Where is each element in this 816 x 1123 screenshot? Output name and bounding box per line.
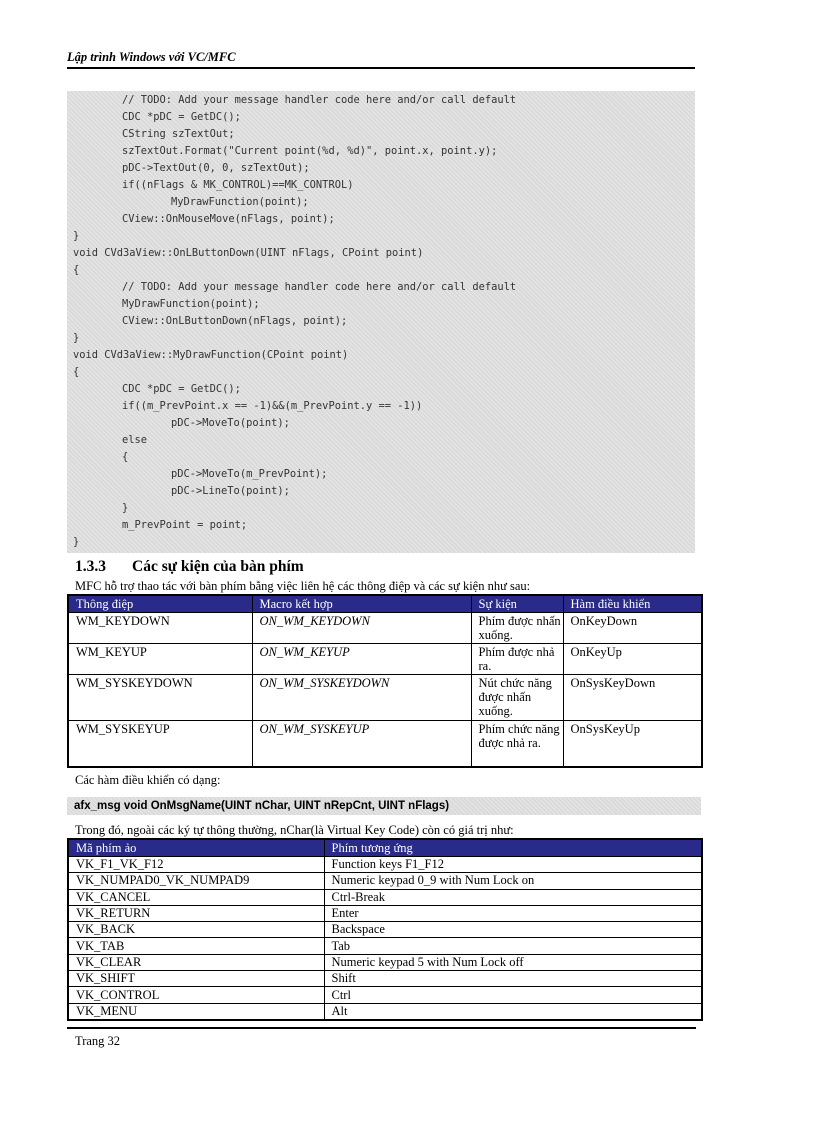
header-title: Lập trình Windows với VC/MFC <box>67 50 236 64</box>
code-line: pDC->MoveTo(m_PrevPoint); <box>171 468 328 480</box>
section-title: Các sự kiện của bàn phím <box>132 558 304 575</box>
section-number: 1.3.3 <box>75 558 106 575</box>
events-table <box>67 594 703 768</box>
function-signature <box>67 797 701 815</box>
table-row <box>68 922 702 938</box>
signature-text: afx_msg void OnMsgName(UINT nChar, UINT nRepCnt, UINT nFlags) <box>74 800 450 812</box>
section-heading <box>75 558 304 576</box>
handler-cell: OnKeyDown <box>563 613 702 644</box>
macro-cell: ON_WM_KEYUP <box>252 644 471 675</box>
message-cell: WM_KEYDOWN <box>68 613 252 644</box>
table-row <box>68 1003 702 1020</box>
handler-cell: OnSysKeyDown <box>563 675 702 721</box>
key-name-cell: Numeric keypad 5 with Num Lock off <box>324 954 702 970</box>
handler-cell: OnKeyUp <box>563 644 702 675</box>
code-line: } <box>122 502 129 514</box>
column-header: Thông điệp <box>68 595 252 613</box>
code-line: CView::OnMouseMove(nFlags, point); <box>122 213 335 225</box>
code-line: m_PrevPoint = point; <box>122 519 248 531</box>
key-name-cell: Backspace <box>324 922 702 938</box>
key-name-cell: Numeric keypad 0_9 with Num Lock on <box>324 873 702 889</box>
event-cell: Phím chức năng được nhả ra. <box>471 721 563 767</box>
event-cell: Phím được nhấn xuống. <box>471 613 563 644</box>
key-code-cell: VK_NUMPAD0_VK_NUMPAD9 <box>68 873 324 889</box>
intro-paragraph: MFC hỗ trợ thao tác với bàn phím bằng việc liên hệ các thông điệp và các sự kiện như sau: <box>75 579 531 593</box>
table-row <box>68 873 702 889</box>
key-name-cell: Ctrl <box>324 987 702 1003</box>
code-line: MyDrawFunction(point); <box>122 298 260 310</box>
macro-cell: ON_WM_SYSKEYUP <box>252 721 471 767</box>
table-row <box>68 857 702 873</box>
code-line: if((m_PrevPoint.x == -1)&&(m_PrevPoint.y == -1)) <box>122 400 423 412</box>
table-row <box>68 971 702 987</box>
code-line: pDC->LineTo(point); <box>171 485 290 497</box>
key-name-cell: Ctrl-Break <box>324 889 702 905</box>
message-cell: WM_SYSKEYUP <box>68 721 252 767</box>
key-name-cell: Function keys F1_F12 <box>324 857 702 873</box>
key-code-cell: VK_CANCEL <box>68 889 324 905</box>
key-code-cell: VK_CONTROL <box>68 987 324 1003</box>
code-line: pDC->TextOut(0, 0, szTextOut); <box>122 162 310 174</box>
table-row <box>68 905 702 921</box>
code-line: if((nFlags & MK_CONTROL)==MK_CONTROL) <box>122 179 354 191</box>
table-row <box>68 644 702 675</box>
code-line: pDC->MoveTo(point); <box>171 417 290 429</box>
key-code-cell: VK_BACK <box>68 922 324 938</box>
code-line: { <box>122 451 129 463</box>
handler-paragraph: Các hàm điều khiển có dạng: <box>75 773 221 787</box>
key-name-cell: Enter <box>324 905 702 921</box>
key-code-cell: VK_CLEAR <box>68 954 324 970</box>
code-line: // TODO: Add your message handler code here and/or call default <box>122 281 517 293</box>
macro-cell: ON_WM_KEYDOWN <box>252 613 471 644</box>
column-header: Sự kiện <box>471 595 563 613</box>
table-row <box>68 675 702 721</box>
column-header: Hàm điều khiển <box>563 595 702 613</box>
code-line: void CVd3aView::MyDrawFunction(CPoint point) <box>73 349 349 361</box>
key-code-cell: VK_SHIFT <box>68 971 324 987</box>
key-code-cell: VK_TAB <box>68 938 324 954</box>
code-line: MyDrawFunction(point); <box>171 196 309 208</box>
table-header-row <box>68 839 702 857</box>
code-line: { <box>73 264 80 276</box>
code-line: CDC *pDC = GetDC(); <box>122 383 241 395</box>
table-row <box>68 954 702 970</box>
key-name-cell: Shift <box>324 971 702 987</box>
code-line: } <box>73 230 80 242</box>
keys-intro-paragraph: Trong đó, ngoài các ký tự thông thường, nChar(là Virtual Key Code) còn có giá trị như: <box>75 823 514 837</box>
code-line: // TODO: Add your message handler code here and/or call default <box>122 94 517 106</box>
footer-rule <box>67 1027 696 1029</box>
page-header <box>67 50 695 69</box>
event-cell: Phím được nhả ra. <box>471 644 563 675</box>
code-line: CView::OnLButtonDown(nFlags, point); <box>122 315 348 327</box>
code-line: else <box>122 434 148 446</box>
code-line: } <box>73 332 80 344</box>
column-header: Mã phím ảo <box>68 839 324 857</box>
code-line: CDC *pDC = GetDC(); <box>122 111 241 123</box>
table-row <box>68 987 702 1003</box>
key-name-cell: Alt <box>324 1003 702 1020</box>
table-row <box>68 721 702 767</box>
message-cell: WM_KEYUP <box>68 644 252 675</box>
column-header: Macro kết hợp <box>252 595 471 613</box>
code-line: void CVd3aView::OnLButtonDown(UINT nFlags, CPoint point) <box>73 247 424 259</box>
code-block <box>67 91 695 553</box>
page-number: Trang 32 <box>75 1034 121 1048</box>
table-row <box>68 613 702 644</box>
code-line: CString szTextOut; <box>122 128 235 140</box>
key-code-cell: VK_RETURN <box>68 905 324 921</box>
event-cell: Nút chức năng được nhấn xuống. <box>471 675 563 721</box>
key-code-cell: VK_F1_VK_F12 <box>68 857 324 873</box>
column-header: Phím tương ứng <box>324 839 702 857</box>
key-code-cell: VK_MENU <box>68 1003 324 1020</box>
code-line: } <box>73 536 80 548</box>
table-header-row <box>68 595 702 613</box>
message-cell: WM_SYSKEYDOWN <box>68 675 252 721</box>
virtual-keys-table <box>67 838 703 1021</box>
key-name-cell: Tab <box>324 938 702 954</box>
code-line: { <box>73 366 80 378</box>
table-row <box>68 889 702 905</box>
table-row <box>68 938 702 954</box>
handler-cell: OnSysKeyUp <box>563 721 702 767</box>
code-line: szTextOut.Format("Current point(%d, %d)", point.x, point.y); <box>122 145 498 157</box>
macro-cell: ON_WM_SYSKEYDOWN <box>252 675 471 721</box>
